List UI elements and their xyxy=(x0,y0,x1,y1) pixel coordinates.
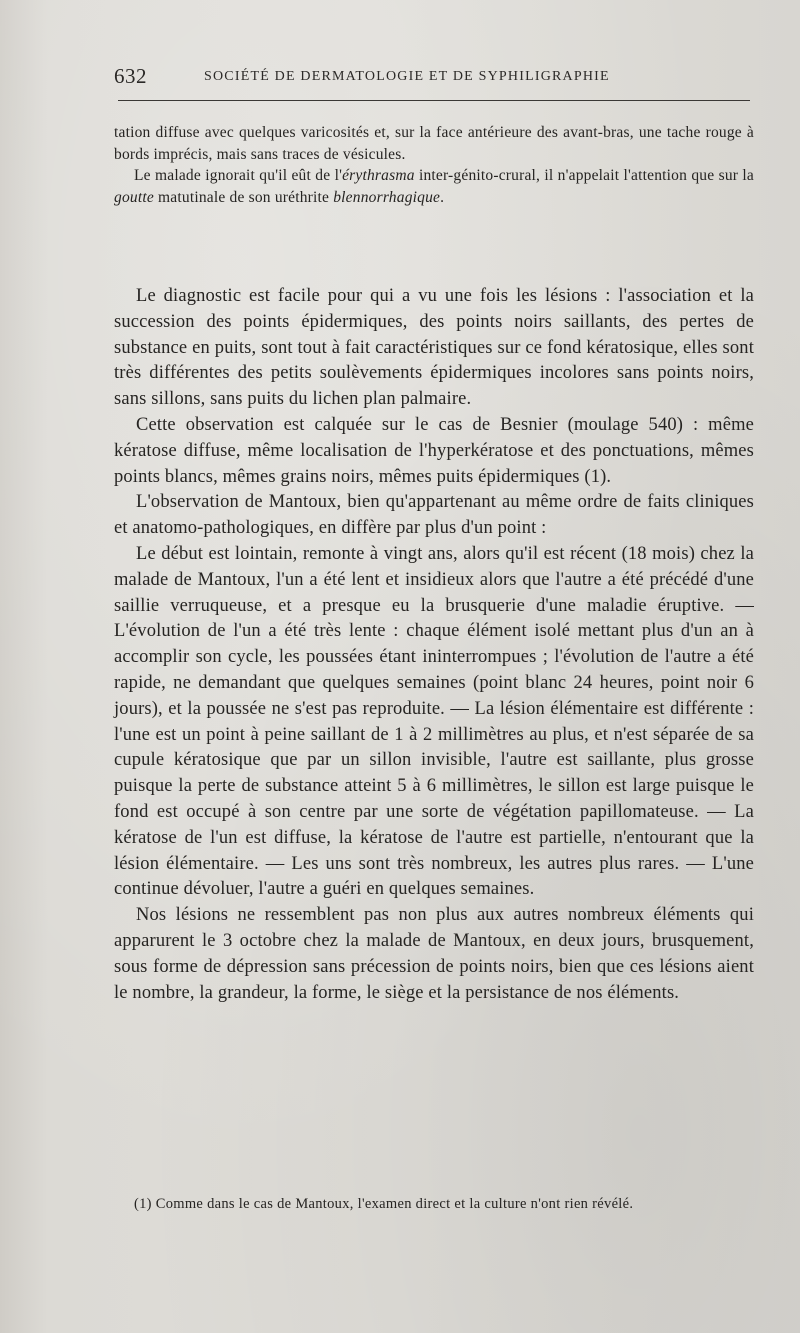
intro-text-c: matutinale de son uréthrite xyxy=(153,189,334,207)
discussion-body xyxy=(114,284,754,1006)
body-paragraph-mantoux: L'observation de Mantoux, bien qu'appartenant au même ordre de faits cliniques et anatomo-pathologiques, en diffère par plus d'un point : xyxy=(114,492,754,539)
header-rule xyxy=(118,100,750,101)
page-header xyxy=(114,62,754,92)
body-paragraph-conclusion: Nos lésions ne ressemblent pas non plus aux autres nombreux éléments qui apparurent le 3 octobre chez la malade de Mantoux, en deux jours, brusquement, sous forme de dépression sans précession de points noirs, bien que ces lésions aient le nombre, la grandeur, la forme, le siège et la persistance de nos éléments. xyxy=(114,905,754,1003)
body-paragraph-diagnostic: Le diagnostic est facile pour qui a vu une fois les lésions : l'association et la succession des points épidermiques, des points noirs saillants, des pertes de substance en puits, sont tout à fait caractéristiques sur ce fond kératosique, elles sont très différentes des petits soulèvements épidermiques incolores sans points noirs, sans sillons, sans puits du lichen plan palmaire. xyxy=(114,286,754,410)
footnote xyxy=(114,1194,754,1215)
footnote-text: (1) Comme dans le cas de Mantoux, l'examen direct et la culture n'ont rien révélé. xyxy=(134,1196,634,1212)
intro-paragraph-2 xyxy=(114,165,754,208)
goutte-term: goutte xyxy=(114,189,154,207)
body-paragraph-besnier: Cette observation est calquée sur le cas de Besnier (moulage 540) : même kératose diffuse, même localisation de l'hyperkératose et des ponctuations, mêmes points blancs, mêmes grains noirs, mêmes puits épidermiques (1). xyxy=(114,414,754,487)
running-title: SOCIÉTÉ DE DERMATOLOGIE ET DE SYPHILIGRAPHIE xyxy=(204,69,610,84)
page-number: 632 xyxy=(114,64,147,88)
intro-text-b: inter-génito-crural, il n'appelait l'attention que sur la xyxy=(414,167,754,185)
blennorrhagique-term: blennorrhagique xyxy=(333,189,441,207)
body-paragraph-comparison: Le début est lointain, remonte à vingt ans, alors qu'il est récent (18 mois) chez la malade de Mantoux, l'un a été lent et insidieux alors que l'autre a été précédé d'une saillie verruqueuse, et a presque eu la brusquerie d'une maladie éruptive. — L'évolution de l'un a été très lente : chaque élément isolé mettant plus d'un an à accomplir son cycle, les poussées étant ininterrompues ; l'évolution de l'autre a été rapide, ne demandant que quelques semaines (point blanc 24 heures, point noir 6 jours), et la poussée ne s'est pas reproduite. — La lésion élémentaire est différente : l'une est un point à peine saillant de 1 à 2 millimètres au plus, et n'est séparée de sa cupule kératosique que par un sillon invisible, l'autre est saillante, plus grosse puisque la perte de substance atteint 5 à 6 millimètres, le sillon est large puisque le fond est occupé à son centre par une sorte de végétation papillomateuse. — La kératose de l'un est diffuse, la kératose de l'autre est partielle, n'entourant que la lésion élémentaire. — Les uns sont très nombreux, les autres plus rares. — L'une continue dévoluer, l'autre a guéri en quelques semaines. xyxy=(114,543,754,900)
intro-text-a: Le malade ignorait qu'il eût de l' xyxy=(134,167,343,185)
case-continuation xyxy=(114,122,754,209)
intro-text-d: . xyxy=(440,189,445,207)
intro-paragraph-1: tation diffuse avec quelques varicosités et, sur la face antérieure des avant-bras, une tache rouge à bords imprécis, mais sans traces de vésicules. xyxy=(114,124,754,163)
erythrasma-term: érythrasma xyxy=(342,167,415,185)
